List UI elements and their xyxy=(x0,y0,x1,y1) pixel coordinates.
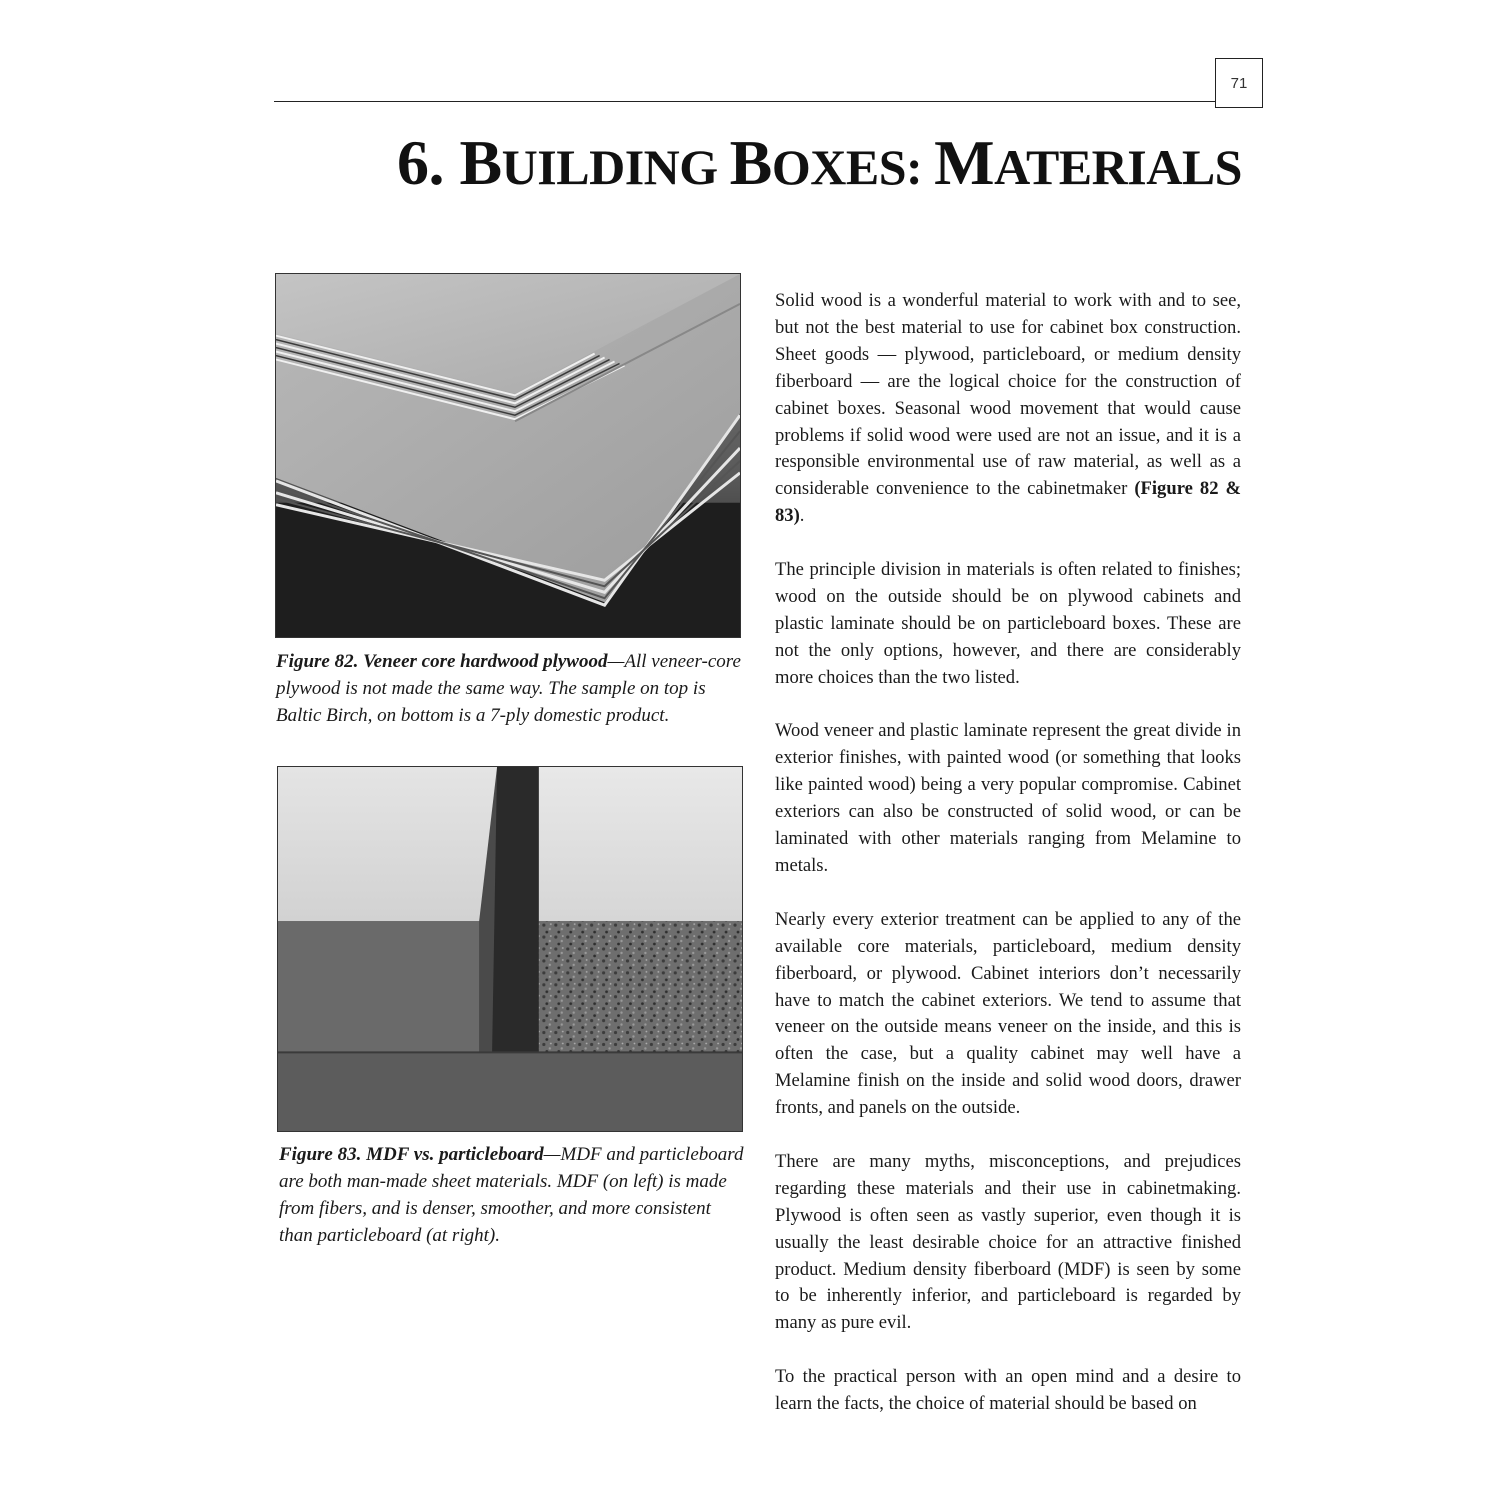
chapter-title-part: ATERIALS xyxy=(994,139,1242,195)
body-paragraph: The principle division in materials is often related to finishes; wood on the outside should be on plywood cabinets and plastic laminate should be on particleboard boxes. These are not the only options, however, and there are considerably more choices than the two listed. xyxy=(775,559,1241,688)
chapter-title-part: M xyxy=(934,127,995,198)
page-number: 71 xyxy=(1215,58,1263,108)
body-paragraph: To the practical person with an open mind and a desire to learn the facts, the choice of material should be based on xyxy=(775,1366,1241,1415)
chapter-title-part: UILDING xyxy=(501,139,730,195)
chapter-title-part: OXES: xyxy=(771,139,935,195)
figure-82-label: Figure 82. Veneer core hardwood plywood xyxy=(276,651,608,672)
body-paragraph-text: Solid wood is a wonderful material to work with and to see, but not the best material to use for cabinet box construction. Sheet goods — plywood, particleboard, or medium density fiberboard — are the logical choice for the construction of cabinet boxes. Seasonal wood movement that would cause problems if solid wood were used are not an issue, and it is a responsible environmental use of raw material, as well as a considerable convenience to the cabinetmaker xyxy=(775,290,1241,500)
chapter-title-part: 6. B xyxy=(396,127,502,198)
figure-reference: (Figure 82 & 83) xyxy=(775,478,1242,527)
header-rule xyxy=(274,101,1216,102)
body-paragraph: Nearly every exterior treatment can be applied to any of the available core materials, particleboard, medium density fiberboard, or plywood. Cabinet interiors don’t necessarily have to match the cabinet exteriors. We tend to assume that veneer on the outside means veneer on the inside, and this is often the case, but a quality cabinet may well have a Melamine finish on the inside and solid wood doors, drawer fronts, and panels on the outside. xyxy=(775,908,1241,1119)
body-text-column xyxy=(775,288,1241,1445)
mdf-particleboard-photo xyxy=(277,766,743,1132)
body-paragraph-end: . xyxy=(799,505,805,527)
plywood-photo xyxy=(275,273,741,638)
chapter-title xyxy=(397,128,1242,202)
figure-82-caption xyxy=(276,648,744,729)
chapter-title-part: B xyxy=(729,127,772,198)
figure-83-text: —MDF and particleboard are both man-made sheet materials. MDF (on left) is made from fibers, and is denser, smoother, and more consistent than particleboard (at right). xyxy=(279,1144,744,1246)
body-paragraph: Wood veneer and plastic laminate represent the great divide in exterior finishes, with painted wood (or something that looks like painted wood) being a very popular compromise. Cabinet exteriors can also be constructed of solid wood, or can be laminated with other materials ranging from Melamine to metals. xyxy=(775,720,1241,876)
figure-83-label: Figure 83. MDF vs. particleboard xyxy=(279,1144,544,1165)
body-paragraph: There are many myths, misconceptions, and prejudices regarding these materials and their use in cabinetmaking. Plywood is often seen as vastly superior, even though it is usually the least desirable choice for an attractive finished product. Medium density fiberboard (MDF) is seen by some to be inherently inferior, and particleboard is regarded by many as pure evil. xyxy=(775,1150,1241,1334)
body-paragraph xyxy=(775,288,1241,530)
figure-82-text: —All veneer-core plywood is not made the same way. The sample on top is Baltic Birch, on bottom is a 7-ply domestic product. xyxy=(276,651,741,726)
figure-83-caption xyxy=(279,1141,747,1249)
